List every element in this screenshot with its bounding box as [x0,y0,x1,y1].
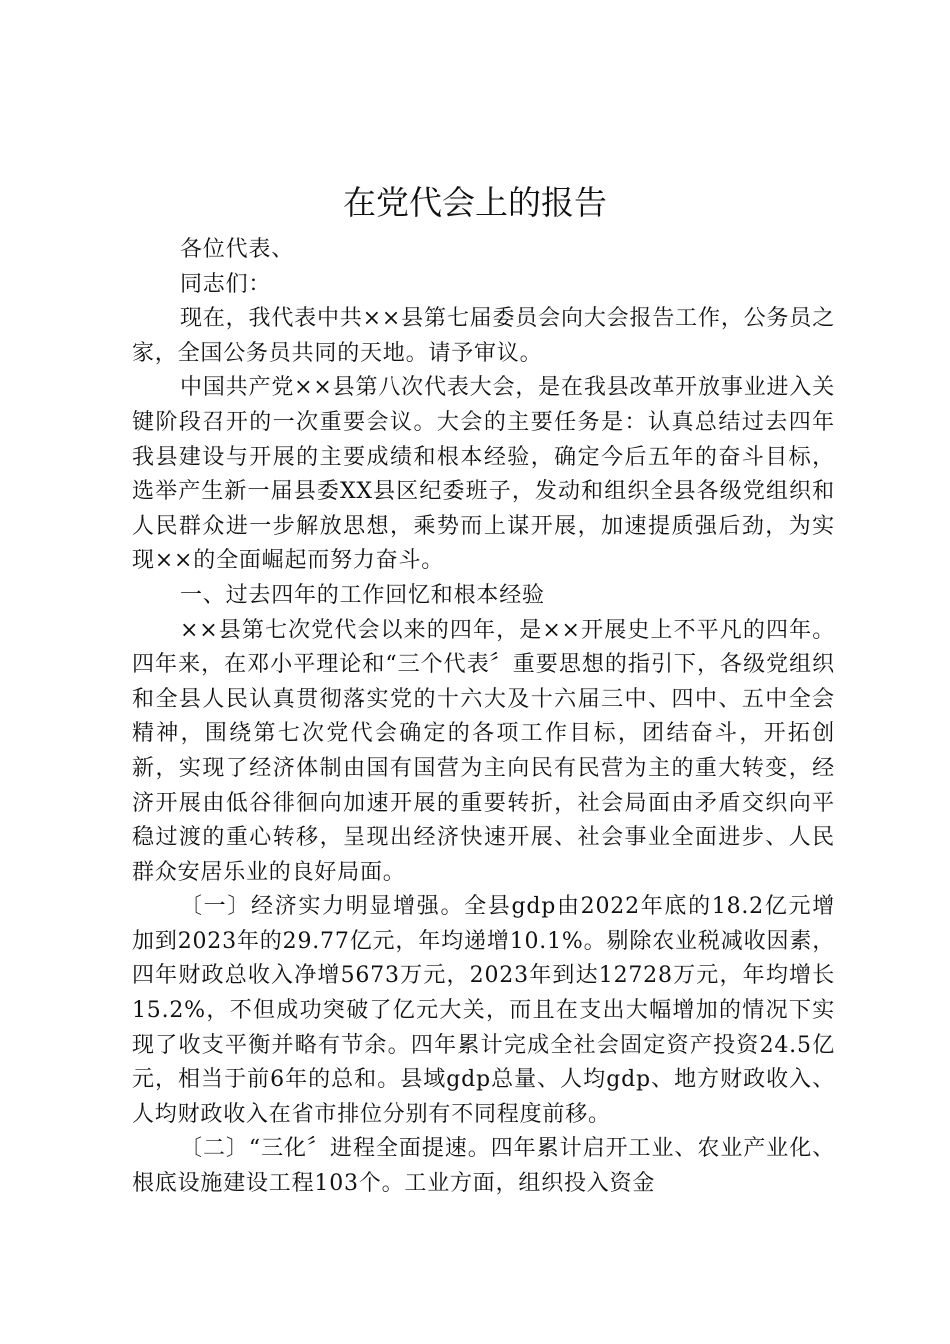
document-body [132,233,835,1202]
section-heading: 一、过去四年的工作回忆和根本经验 [180,582,545,608]
paragraph: 中国共产党××县第八次代表大会，是在我县改革开放事业进入关键阶段召开的一次重要会议。大会的主要任务是：认真总结过去四年我县建设与开展的主要成绩和根本经验，确定今后五年的奋斗目标，选举产生新一届县委XX县区纪委班子，发动和组织全县各级党组织和人民群众进一步解放思想，乘势而上谋开展，加速提质强后劲，为实现××的全面崛起而努力奋斗。 [132,375,835,574]
paragraph: 现在，我代表中共××县第七届委员会向大会报告工作，公务员之家，全国公务员共同的天地。请予审议。 [132,306,835,366]
paragraph: 〔二〕“三化〞进程全面提速。四年累计启开工业、农业产业化、根底设施建设工程103个。工业方面，组织投入资金 [132,1136,835,1197]
salutation-comrades: 同志们： [180,271,272,297]
paragraph: 〔一〕经济实力明显增强。全县gdp由2022年底的18.2亿元增加到2023年的29.77亿元，年均递增10.1%。剔除农业税减收因素，四年财政总收入净增5673万元，2023年到达12728万元，年均增长15.2%，不但成功突破了亿元大关，而且在支出大幅增加的情况下实现了收支平衡并略有节余。四年累计完成全社会固定资产投资24.5亿元，相当于前6年的总和。县域gdp总量、人均gdp、地方财政收入、人均财政收入在省市排位分别有不同程度前移。 [132,894,835,1127]
paragraph: ××县第七次党代会以来的四年，是××开展史上不平凡的四年。四年来，在邓小平理论和“三个代表〞重要思想的指引下，各级党组织和全县人民认真贯彻落实党的十六大及十六届三中、四中、五中全会精神，围绕第七次党代会确定的各项工作目标，团结奋斗，开拓创新，实现了经济体制由国有国营为主向民有民营为主的重大转变，经济开展由低谷徘徊向加速开展的重要转折，社会局面由矛盾交织向平稳过渡的重心转移，呈现出经济快速开展、社会事业全面进步、人民群众安居乐业的良好局面。 [132,617,835,885]
salutation-delegates: 各位代表、 [180,237,295,262]
document-title: 在党代会上的报告 [343,183,607,222]
